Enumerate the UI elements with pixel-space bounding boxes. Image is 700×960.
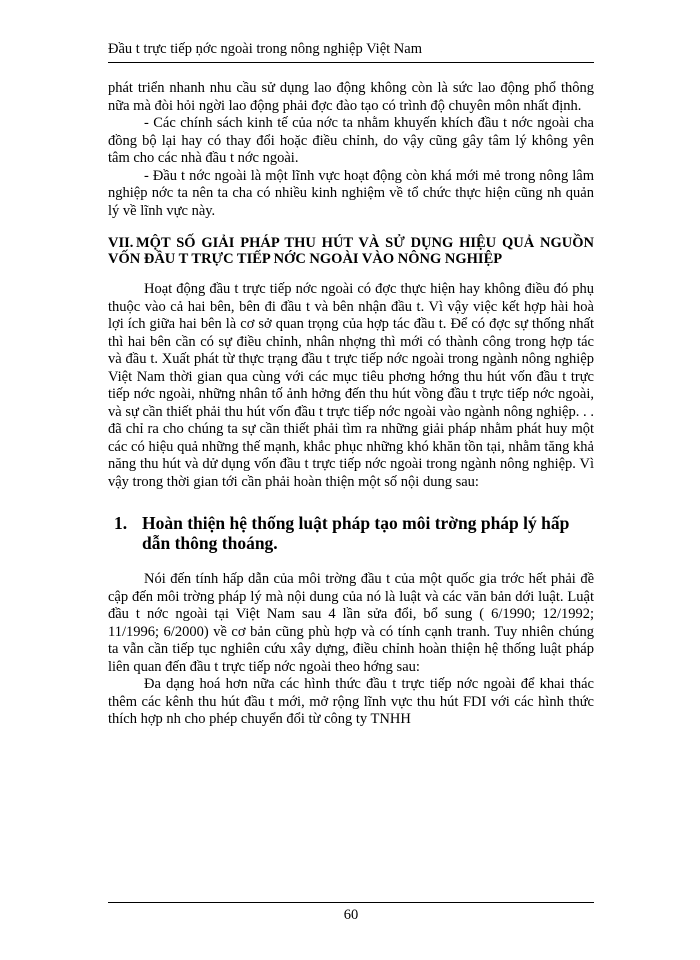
page-body bbox=[108, 80, 594, 729]
section-heading bbox=[108, 235, 594, 267]
subsection-title: Hoàn thiện hệ thống luật pháp tạo môi trờng pháp lý hấp dẫn thông thoáng. bbox=[142, 513, 570, 553]
paragraph-diversify: Đa dạng hoá hơn nữa các hình thức đầu t trực tiếp nớc ngoài để khai thác thêm các kênh thu hút đầu t mới, mở rộng lĩnh vực thu hút FDI với các hình thức thích hợp nh cho phép chuyển đổi từ công ty TNHH bbox=[108, 676, 594, 727]
subsection-heading bbox=[108, 513, 594, 553]
paragraph-experience: - Đầu t nớc ngoài là một lĩnh vực hoạt động còn khá mới mẻ trong nông lâm nghiệp nớc ta nên ta cha có nhiều kinh nghiệm về tổ chức thực hiện cũng nh quản lý về lĩnh vực này. bbox=[108, 167, 594, 219]
paragraph-intro: Hoạt động đầu t trực tiếp nớc ngoài có đợc thực hiện hay không điều đó phụ thuộc vào cả hai bên, bên đi đầu t và bên nhận đầu t. Vì vậy việc kết hợp hài hoà lợi ích giữa hai bên là cơ sở quan trọng của hợp tác đầu t. Để có đợc sự thống nhất thì hai bên cần có sự điều chỉnh, nhân nhợng thì mới có thành công trong hợp tác và đầu t. Xuất phát từ thực trạng đầu t trực tiếp nớc ngoài trong ngành nông nghiệp Việt Nam thời gian qua cùng với các mục tiêu phơng hớng thu hút vốn đầu t trực tiếp nớc ngoài, những nhân tố ảnh hởng đến thu hút vồng đầu t trực tiếp nớc ngoài, và sự cần thiết phải thu hút vốn đầu t trực tiếp nớc ngoài vào ngành nông nghiệp. . . đã chỉ ra cho chúng ta sự cần thiết phải tìm ra những giải pháp nhằm phát huy một các có hiệu quả những thế mạnh, khắc phục những khó khăn tồn tại, nhằm tăng khả năng thu hút và dử dụng vốn đầu t trực tiếp nớc ngoài trong ngành nông nghiệp. Vì vậy trong thời gian tới cần phải hoàn thiện một số nội dung sau: bbox=[108, 281, 594, 490]
paragraph-continuation: phát triển nhanh nhu cầu sử dụng lao động không còn là sức lao động phổ thông nữa mà đòi hỏi ngời lao động phải đợc đào tạo có trình độ chuyên môn nhất định. bbox=[108, 80, 594, 114]
page-number: 60 bbox=[343, 907, 359, 923]
section-number: VII. bbox=[108, 235, 134, 251]
paragraph-legal-environment: Nói đến tính hấp dẫn của môi trờng đầu t của một quốc gia trớc hết phải đề cập đến môi trờng pháp lý mà nội dung của nó là luật và các văn bản dới luật. Luật đầu t nớc ngoài tại Việt Nam sau 4 lần sửa đổi, bổ sung ( 6/1990; 12/1992; 11/1996; 6/2000) về cơ bản cũng phù hợp và có tính cạnh tranh. Tuy nhiên chúng ta vẫn cần tiếp tục nghiên cứu xây dựng, điều chỉnh hoàn thiện hệ thống luật pháp liên quan đến đầu t trực tiếp nớc ngoài theo hớng sau: bbox=[108, 571, 594, 675]
running-header: Đầu t trực tiếp ṇớc ngoài trong nông nghiệp Việt Nam bbox=[108, 41, 422, 57]
footer-divider bbox=[108, 902, 594, 903]
paragraph-policy: - Các chính sách kinh tế của nớc ta nhằm khuyến khích đầu t nớc ngoài cha đồng bộ lại hay có thay đổi hoặc điều chỉnh, do vậy cũng gây tâm lý không yên tâm cho các nhà đầu t nớc ngoài. bbox=[108, 115, 594, 166]
section-title: MỘT SỐ GIẢI PHÁP THU HÚT VÀ SỬ DỤNG HIỆU QUẢ NGUỒN VỐN ĐẦU T TRỰC TIẾP NỚC NGOÀI VÀO NÔNG NGHIỆP bbox=[108, 235, 594, 267]
subsection-number: 1. bbox=[114, 513, 128, 533]
header-divider bbox=[108, 62, 594, 63]
